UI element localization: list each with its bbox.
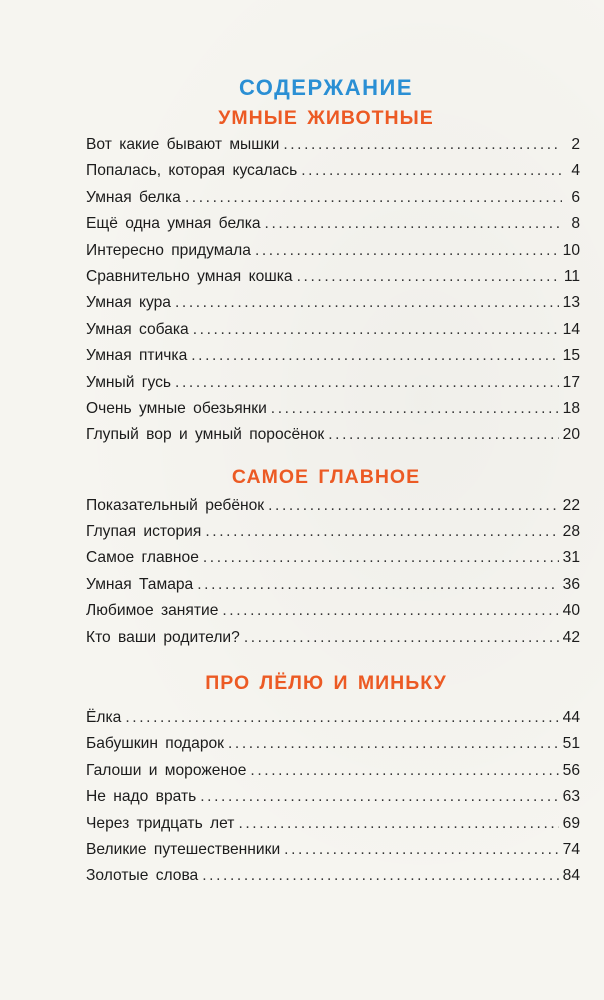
section-entries-3 xyxy=(86,705,580,890)
entry-title: Ещё одна умная белка xyxy=(86,215,261,233)
entry-title: Интересно придумала xyxy=(86,241,251,259)
dot-leader xyxy=(228,731,559,757)
dot-leader xyxy=(328,422,558,448)
section-title-samoe-glavnoe: САМОЕ ГЛАВНОЕ xyxy=(231,465,421,488)
dot-leader xyxy=(250,758,558,784)
entry-page: 69 xyxy=(562,814,580,832)
dot-leader xyxy=(297,264,560,290)
toc-entry[interactable] xyxy=(86,731,580,757)
toc-entry[interactable] xyxy=(86,317,580,343)
entry-title: Умная собака xyxy=(86,320,189,338)
entry-page: 10 xyxy=(562,241,580,259)
dot-leader xyxy=(185,185,562,211)
toc-entry[interactable] xyxy=(86,572,580,598)
toc-entry[interactable] xyxy=(86,625,580,651)
entry-title: Золотые слова xyxy=(86,867,199,885)
entry-page: 22 xyxy=(562,496,580,514)
entry-page: 18 xyxy=(562,399,580,417)
entry-page: 13 xyxy=(562,294,580,312)
dot-leader xyxy=(238,811,558,837)
toc-entry[interactable] xyxy=(86,238,580,264)
entry-title: Умная кура xyxy=(86,294,171,312)
toc-entry[interactable] xyxy=(86,396,580,422)
entry-title: Галоши и мороженое xyxy=(86,761,247,779)
entry-page: 40 xyxy=(562,602,580,620)
dot-leader xyxy=(268,493,559,519)
entry-title: Умная Тамара xyxy=(86,575,194,593)
toc-entry[interactable] xyxy=(86,343,580,369)
entry-title: Очень умные обезьянки xyxy=(86,399,267,417)
toc-entry[interactable] xyxy=(86,705,580,731)
toc-entry[interactable] xyxy=(86,784,580,810)
toc-entry[interactable] xyxy=(86,545,580,571)
entry-title: Любимое занятие xyxy=(86,602,219,620)
toc-entry[interactable] xyxy=(86,185,580,211)
entry-page: 42 xyxy=(562,628,580,646)
toc-entry[interactable] xyxy=(86,290,580,316)
entry-page: 44 xyxy=(562,709,580,727)
entry-title: Сравнительно умная кошка xyxy=(86,267,293,285)
toc-entry[interactable] xyxy=(86,519,580,545)
entry-page: 63 xyxy=(562,788,580,806)
toc-entry[interactable] xyxy=(86,758,580,784)
entry-page: 4 xyxy=(571,162,580,180)
dot-leader xyxy=(200,784,558,810)
page-title: СОДЕРЖАНИЕ xyxy=(238,75,414,100)
dot-leader xyxy=(301,158,562,184)
toc-entry[interactable] xyxy=(86,493,580,519)
entry-page: 56 xyxy=(562,761,580,779)
entry-title: Умная белка xyxy=(86,188,181,206)
entry-page: 51 xyxy=(562,735,580,753)
toc-entry[interactable] xyxy=(86,211,580,237)
toc-entry[interactable] xyxy=(86,811,580,837)
section-spacer xyxy=(86,449,580,463)
section-title-pro-lelyu-i-minku: ПРО ЛЁЛЮ И МИНЬКУ xyxy=(205,672,447,695)
dot-leader xyxy=(222,598,558,624)
dot-leader xyxy=(205,519,558,545)
toc-entry[interactable] xyxy=(86,863,580,889)
entry-page: 11 xyxy=(563,267,580,285)
toc-entry[interactable] xyxy=(86,422,580,448)
dot-leader xyxy=(271,396,559,422)
dot-leader xyxy=(175,370,559,396)
dot-leader xyxy=(175,290,559,316)
entry-page: 6 xyxy=(571,188,580,206)
entry-title: Попалась, которая кусалась xyxy=(86,162,298,180)
section-title-umnye-zhivotnye: УМНЫЕ ЖИВОТНЫЕ xyxy=(218,107,434,129)
entry-title: Самое главное xyxy=(86,549,199,567)
section-spacer xyxy=(86,697,580,705)
dot-leader xyxy=(203,545,559,571)
entry-page: 20 xyxy=(562,426,580,444)
toc-entry[interactable] xyxy=(86,158,580,184)
entry-page: 14 xyxy=(562,320,580,338)
entry-title: Показательный ребёнок xyxy=(86,496,265,514)
dot-leader xyxy=(125,705,558,731)
toc-entry[interactable] xyxy=(86,598,580,624)
entry-page: 84 xyxy=(562,867,580,885)
toc-entry[interactable] xyxy=(86,132,580,158)
entry-page: 2 xyxy=(571,136,580,153)
section-entries-1 xyxy=(86,132,580,449)
section-entries-2 xyxy=(86,493,580,651)
entry-title: Через тридцать лет xyxy=(86,814,235,832)
entry-title: Глупый вор и умный поросёнок xyxy=(86,426,325,444)
entry-page: 28 xyxy=(562,523,580,541)
dot-leader xyxy=(244,625,559,651)
toc-entry[interactable] xyxy=(86,837,580,863)
dot-leader xyxy=(255,238,559,264)
entry-page: 74 xyxy=(562,840,580,858)
entry-title: Бабушкин подарок xyxy=(86,735,224,753)
section-spacer xyxy=(86,651,580,669)
dot-leader xyxy=(284,837,558,863)
dot-leader xyxy=(191,343,558,369)
entry-title: Великие путешественники xyxy=(86,840,281,858)
dot-leader xyxy=(265,211,562,237)
entry-title: Умный гусь xyxy=(86,373,172,391)
dot-leader xyxy=(202,863,558,889)
toc-entry[interactable] xyxy=(86,264,580,290)
dot-leader xyxy=(197,572,558,598)
toc-entry[interactable] xyxy=(86,370,580,396)
entry-title: Ёлка xyxy=(86,709,122,727)
dot-leader xyxy=(193,317,559,343)
table-of-contents xyxy=(86,72,580,890)
entry-page: 31 xyxy=(562,549,580,567)
entry-title: Кто ваши родители? xyxy=(86,628,240,646)
entry-title: Не надо врать xyxy=(86,788,197,806)
entry-title: Глупая история xyxy=(86,523,202,541)
entry-title: Умная птичка xyxy=(86,347,188,365)
dot-leader xyxy=(283,132,562,158)
entry-title: Вот какие бывают мышки xyxy=(86,136,280,153)
entry-page: 17 xyxy=(562,373,580,391)
entry-page: 36 xyxy=(562,575,580,593)
entry-page: 15 xyxy=(562,347,580,365)
entry-page: 8 xyxy=(571,215,580,233)
